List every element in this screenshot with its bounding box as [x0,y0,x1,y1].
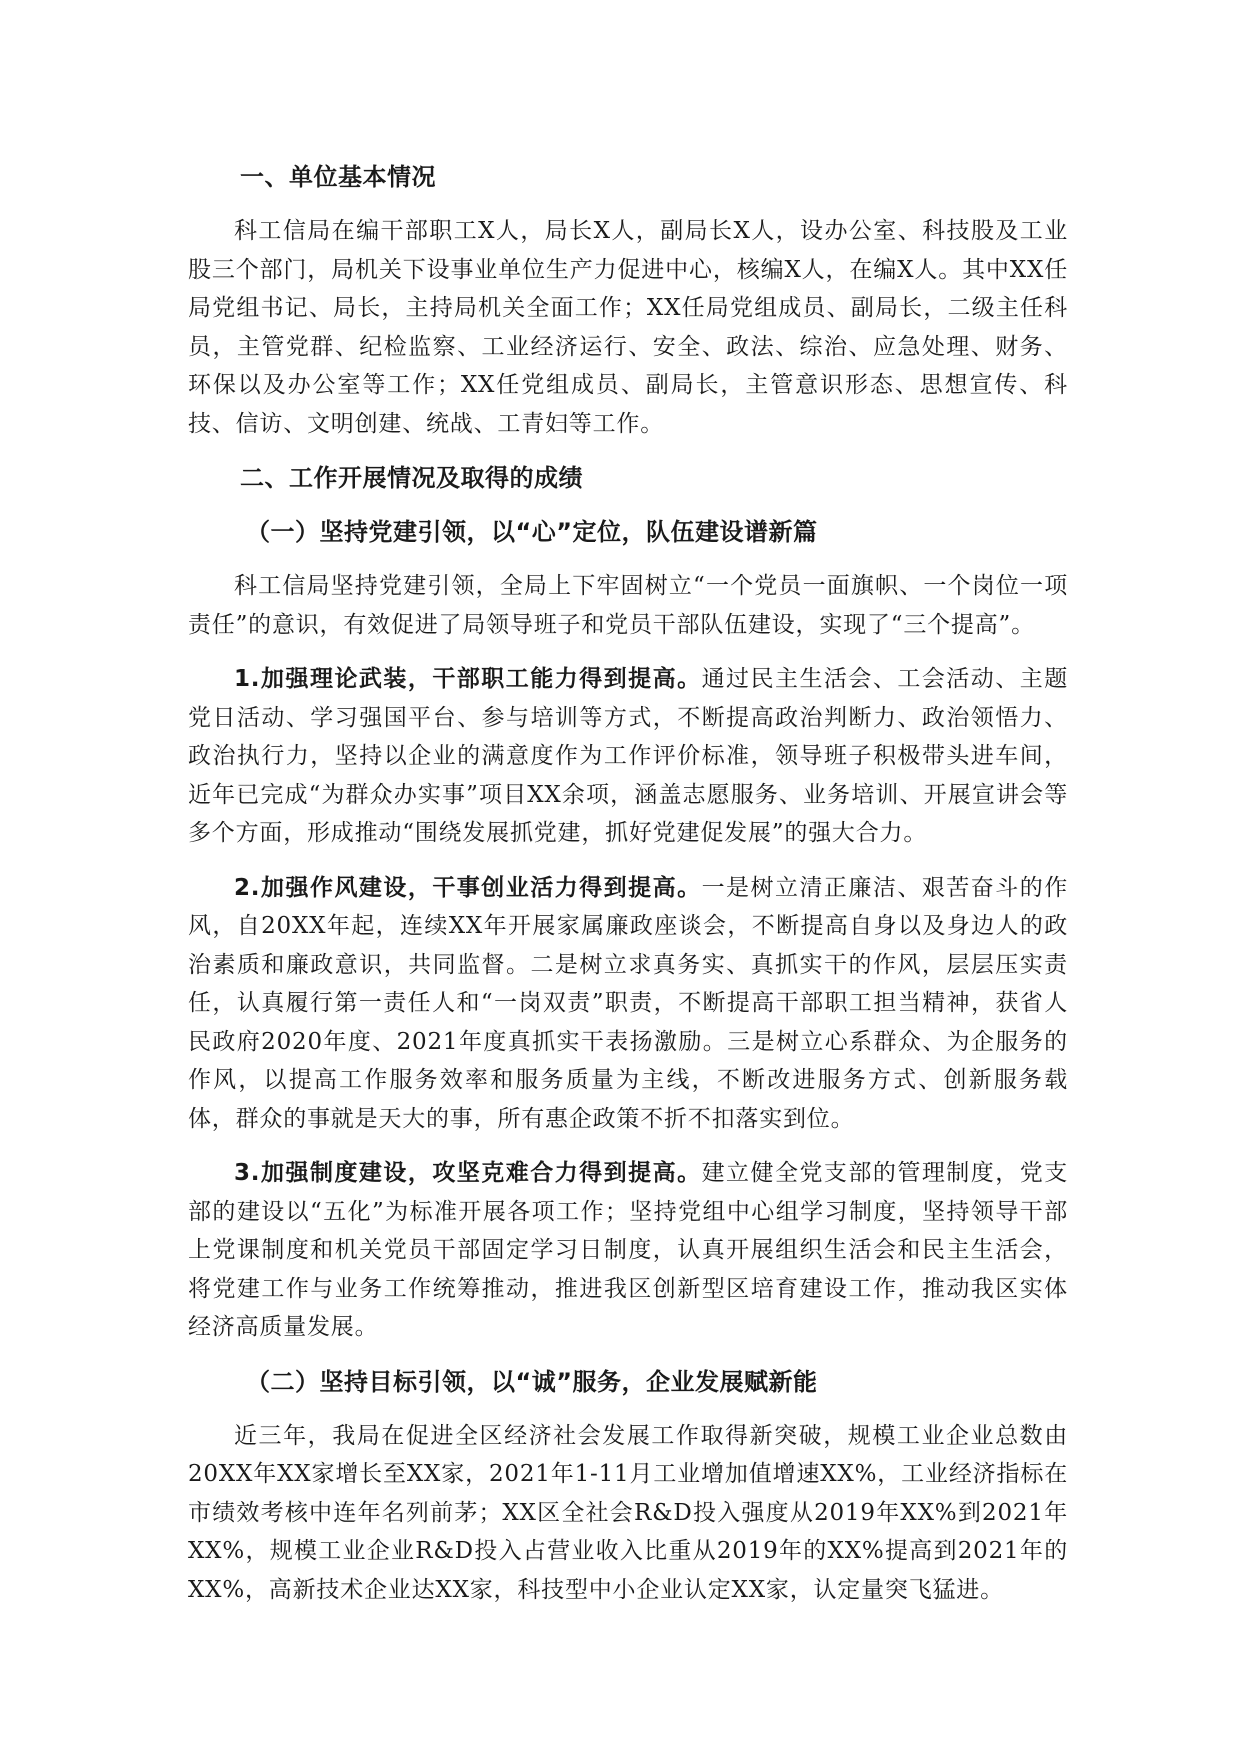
subsection2-heading: （二）坚持目标引领，以“诚”服务，企业发展赋新能 [246,1367,818,1396]
item1-paragraph [188,660,1068,853]
section2-heading: 二、工作开展情况及取得的成绩 [240,464,583,492]
subsection1-heading: （一）坚持党建引领，以“心”定位，队伍建设谱新篇 [246,518,818,546]
item1-lead: 1.加强理论武装，干部职工能力得到提高。 [234,666,702,692]
item2-body: 一是树立清正廉洁、艰苦奋斗的作风，自20XX年起，连续XX年开展家属廉政座谈会，不断提高自身以及身边人的政治素质和廉政意识，共同监督。二是树立求真务实、真抓实干的作风，层层压实责任，认真履行第一责任人和“一岗双责”职责，不断提高干部职工担当精神，获省人民政府2020年度、2021年度真抓实干表扬激励。三是树立心系群众、为企服务的作风，以提高工作服务效率和服务质量为主线，不断改进服务方式、创新服务载体，群众的事就是天大的事，所有惠企政策不折不扣落实到位。 [188,874,1069,1132]
item2-lead: 2.加强作风建设，干事创业活力得到提高。 [234,874,702,901]
item3-paragraph [188,1154,1068,1347]
item1-body: 通过民主生活会、工会活动、主题党日活动、学习强国平台、参与培训等方式，不断提高政治判断力、政治领悟力、政治执行力，坚持以企业的满意度作为工作评价标准，领导班子积极带头进车间，近年已完成“为群众办实事”项目XX余项，涵盖志愿服务、业务培训、开展宣讲会等多个方面，形成推动“围绕发展抓党建，抓好党建促发展”的强大合力。 [188,666,1069,846]
section1-heading: 一、单位基本情况 [240,163,436,191]
subsection2-paragraph: 近三年，我局在促进全区经济社会发展工作取得新突破，规模工业企业总数由20XX年XX家增长至XX家，2021年1-11月工业增加值增速XX%，工业经济指标在市绩效考核中连年名列前茅；XX区全社会R&D投入强度从2019年XX%到2021年XX%，规模工业企业R&D投入占营业收入比重从2019年的XX%提高到2021年的XX%，高新技术企业达XX家，科技型中小企业认定XX家，认定量突飞猛进。 [188,1422,1068,1603]
item3-body: 建立健全党支部的管理制度，党支部的建设以“五化”为标准开展各项工作；坚持党组中心组学习制度，坚持领导干部上党课制度和机关党员干部固定学习日制度，认真开展组织生活会和民主生活会，将党建工作与业务工作统筹推动，推进我区创新型区培育建设工作，推动我区实体经济高质量发展。 [188,1160,1069,1340]
subsection1-intro: 科工信局坚持党建引领，全局上下牢固树立“一个党员一面旗帜、一个岗位一项责任”的意识，有效促进了局领导班子和党员干部队伍建设，实现了“三个提高”。 [188,573,1068,638]
item3-lead: 3.加强制度建设，攻坚克难合力得到提高。 [234,1160,702,1186]
item2-paragraph [188,869,1068,1139]
section1-paragraph: 科工信局在编干部职工X人，局长X人，副局长X人，设办公室、科技股及工业股三个部门，局机关下设事业单位生产力促进中心，核编X人，在编X人。其中XX任局党组书记、局长，主持局机关全面工作；XX任局党组成员、副局长，二级主任科员，主管党群、纪检监察、工业经济运行、安全、政法、综治、应急处理、财务、环保以及办公室等工作；XX任党组成员、副局长，主管意识形态、思想宣传、科技、信访、文明创建、统战、工青妇等工作。 [188,218,1068,437]
document-body [188,158,1068,1625]
